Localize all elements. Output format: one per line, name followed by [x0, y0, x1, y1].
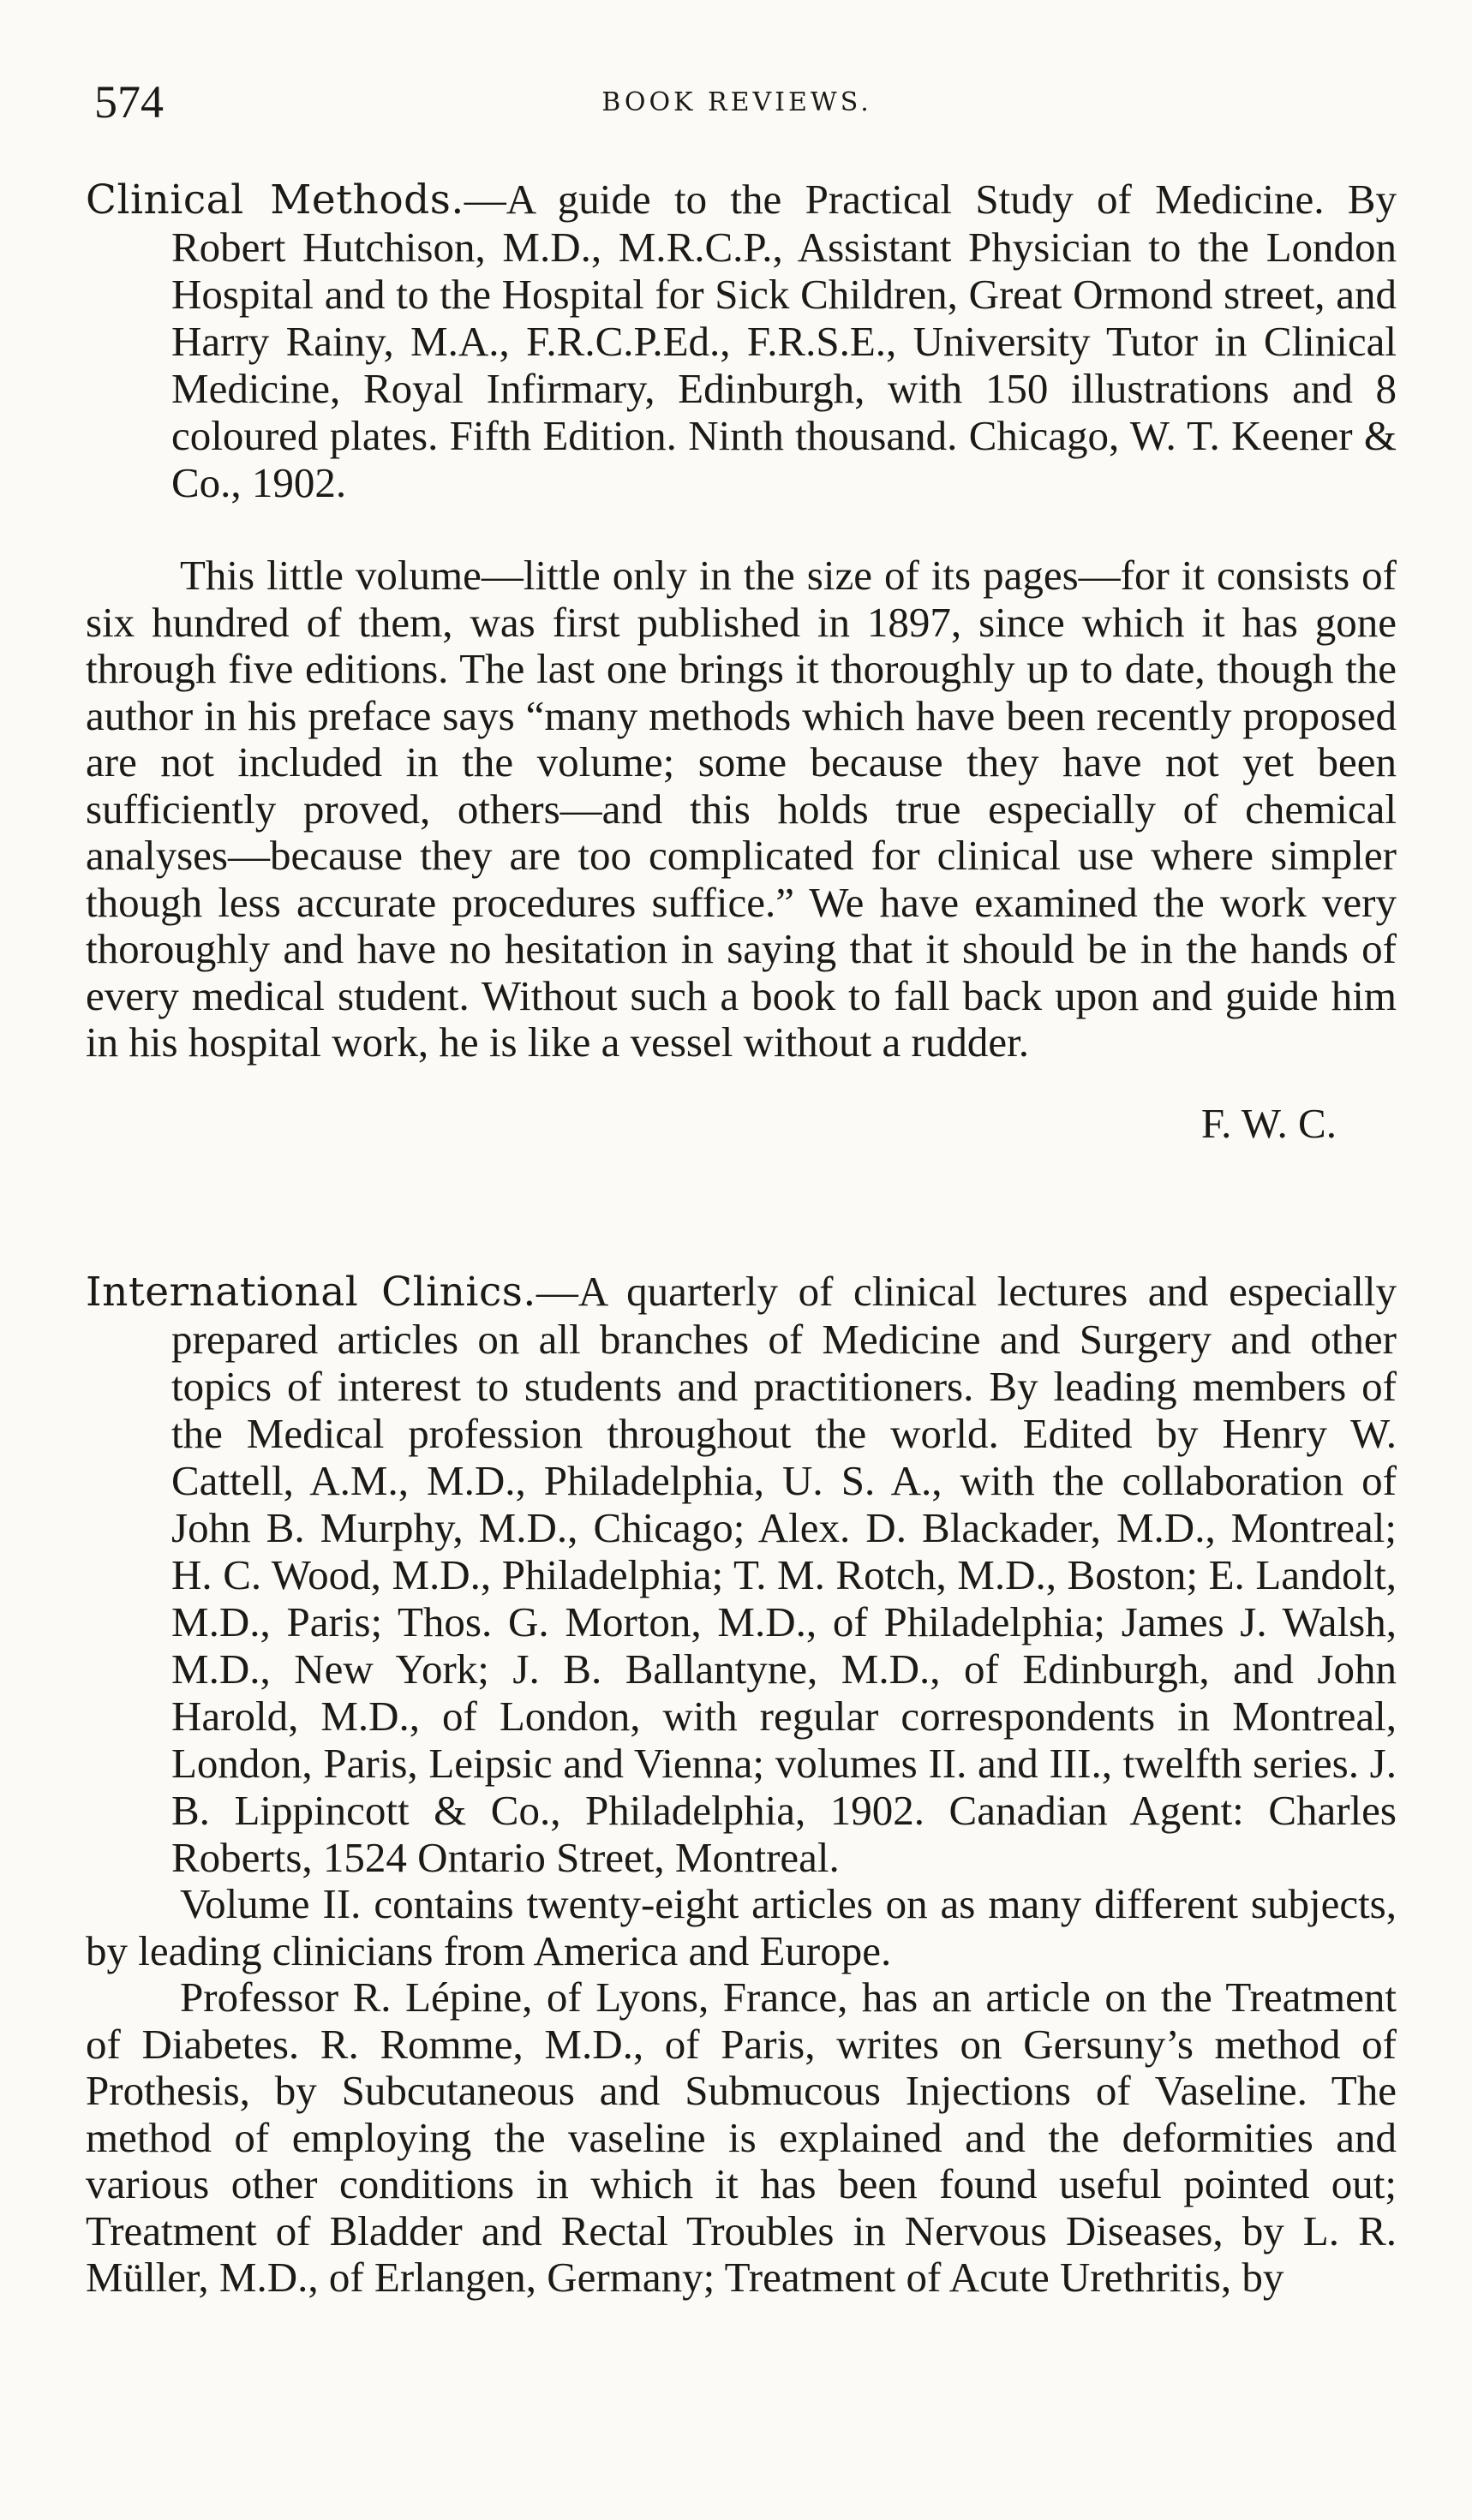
- review-paragraph: This little volume—little only in the size of its pages—for it consists of six hundred of them, was first published in 1897, since which it has gone through five editions. The last one brings it thoroughly up to date, though the author in his preface says “many methods which have been recently proposed are not included in the volume; some because they have not yet been sufficiently proved, others—and this holds true especially of chemical analyses—because they are too complicated for clinical use where simpler though less accurate procedures suffice.” We have examined the work very thoroughly and have no hesitation in saying that it should be in the hands of every medical student. Without such a book to fall back upon and guide him in his hospital work, he is like a vessel without a rudder.: [86, 552, 1397, 1066]
- review-international-clinics: [86, 1268, 1397, 2302]
- running-head: BOOK REVIEWS.: [601, 87, 872, 117]
- page-header: [86, 75, 1388, 135]
- review-citation: [86, 176, 1397, 506]
- review-clinical-methods: [86, 176, 1397, 1148]
- review-citation-text: —A quarterly of clinical lectures and especially prepared articles on all branches of Medicine and Surgery and other topics of interest to students and practitioners. By leading members of the Medical profession throughout the world. Edited by Henry W. Cattell, A.M., M.D., Philadelphia, U. S. A., with the collaboration of John B. Murphy, M.D., Chicago; Alex. D. Blackader, M.D., Montreal; H. C. Wood, M.D., Philadelphia; T. M. Rotch, M.D., Boston; E. Landolt, M.D., Paris; Thos. G. Morton, M.D., of Philadelphia; James J. Walsh, M.D., New York; J. B. Ballantyne, M.D., of Edinburgh, and John Harold, M.D., of London, with regular correspondents in Montreal, London, Paris, Leipsic and Vienna; volumes II. and III., twelfth series. J. B. Lippincott & Co., Philadelphia, 1902. Canadian Agent: Charles Roberts, 1524 Ontario Street, Montreal.: [171, 1268, 1397, 1881]
- review-citation-text: —A guide to the Practical Study of Medicine. By Robert Hutchison, M.D., M.R.C.P., Assistant Physician to the London Hospital and to the Hospital for Sick Children, Great Ormond street, and Harry Rainy, M.A., F.R.C.P.Ed., F.R.S.E., University Tutor in Clinical Medicine, Royal Infirmary, Edinburgh, with 150 illustrations and 8 coloured plates. Fifth Edition. Ninth thousand. Chicago, W. T. Keener & Co., 1902.: [171, 176, 1397, 506]
- review-title: Clinical Methods.: [86, 176, 464, 224]
- review-citation: [86, 1268, 1397, 1881]
- reviewer-signature: F. W. C.: [1200, 1099, 1337, 1147]
- review-paragraph: Volume II. contains twenty-eight articles on as many different subjects, by leading clinicians from America and Europe.: [86, 1880, 1397, 1974]
- page-number: 574: [94, 76, 164, 128]
- review-paragraph: Professor R. Lépine, of Lyons, France, has an article on the Treatment of Diabetes. R. Romme, M.D., of Paris, writes on Gersuny’s method of Prothesis, by Subcutaneous and Submucous Injections of Vaseline. The method of employing the vaseline is explained and the deformities and various other conditions in which it has been found useful pointed out; Treatment of Bladder and Rectal Troubles in Nervous Diseases, by L. R. Müller, M.D., of Erlangen, Germany; Treatment of Acute Urethritis, by: [86, 1974, 1397, 2301]
- review-title: International Clinics.: [86, 1269, 536, 1316]
